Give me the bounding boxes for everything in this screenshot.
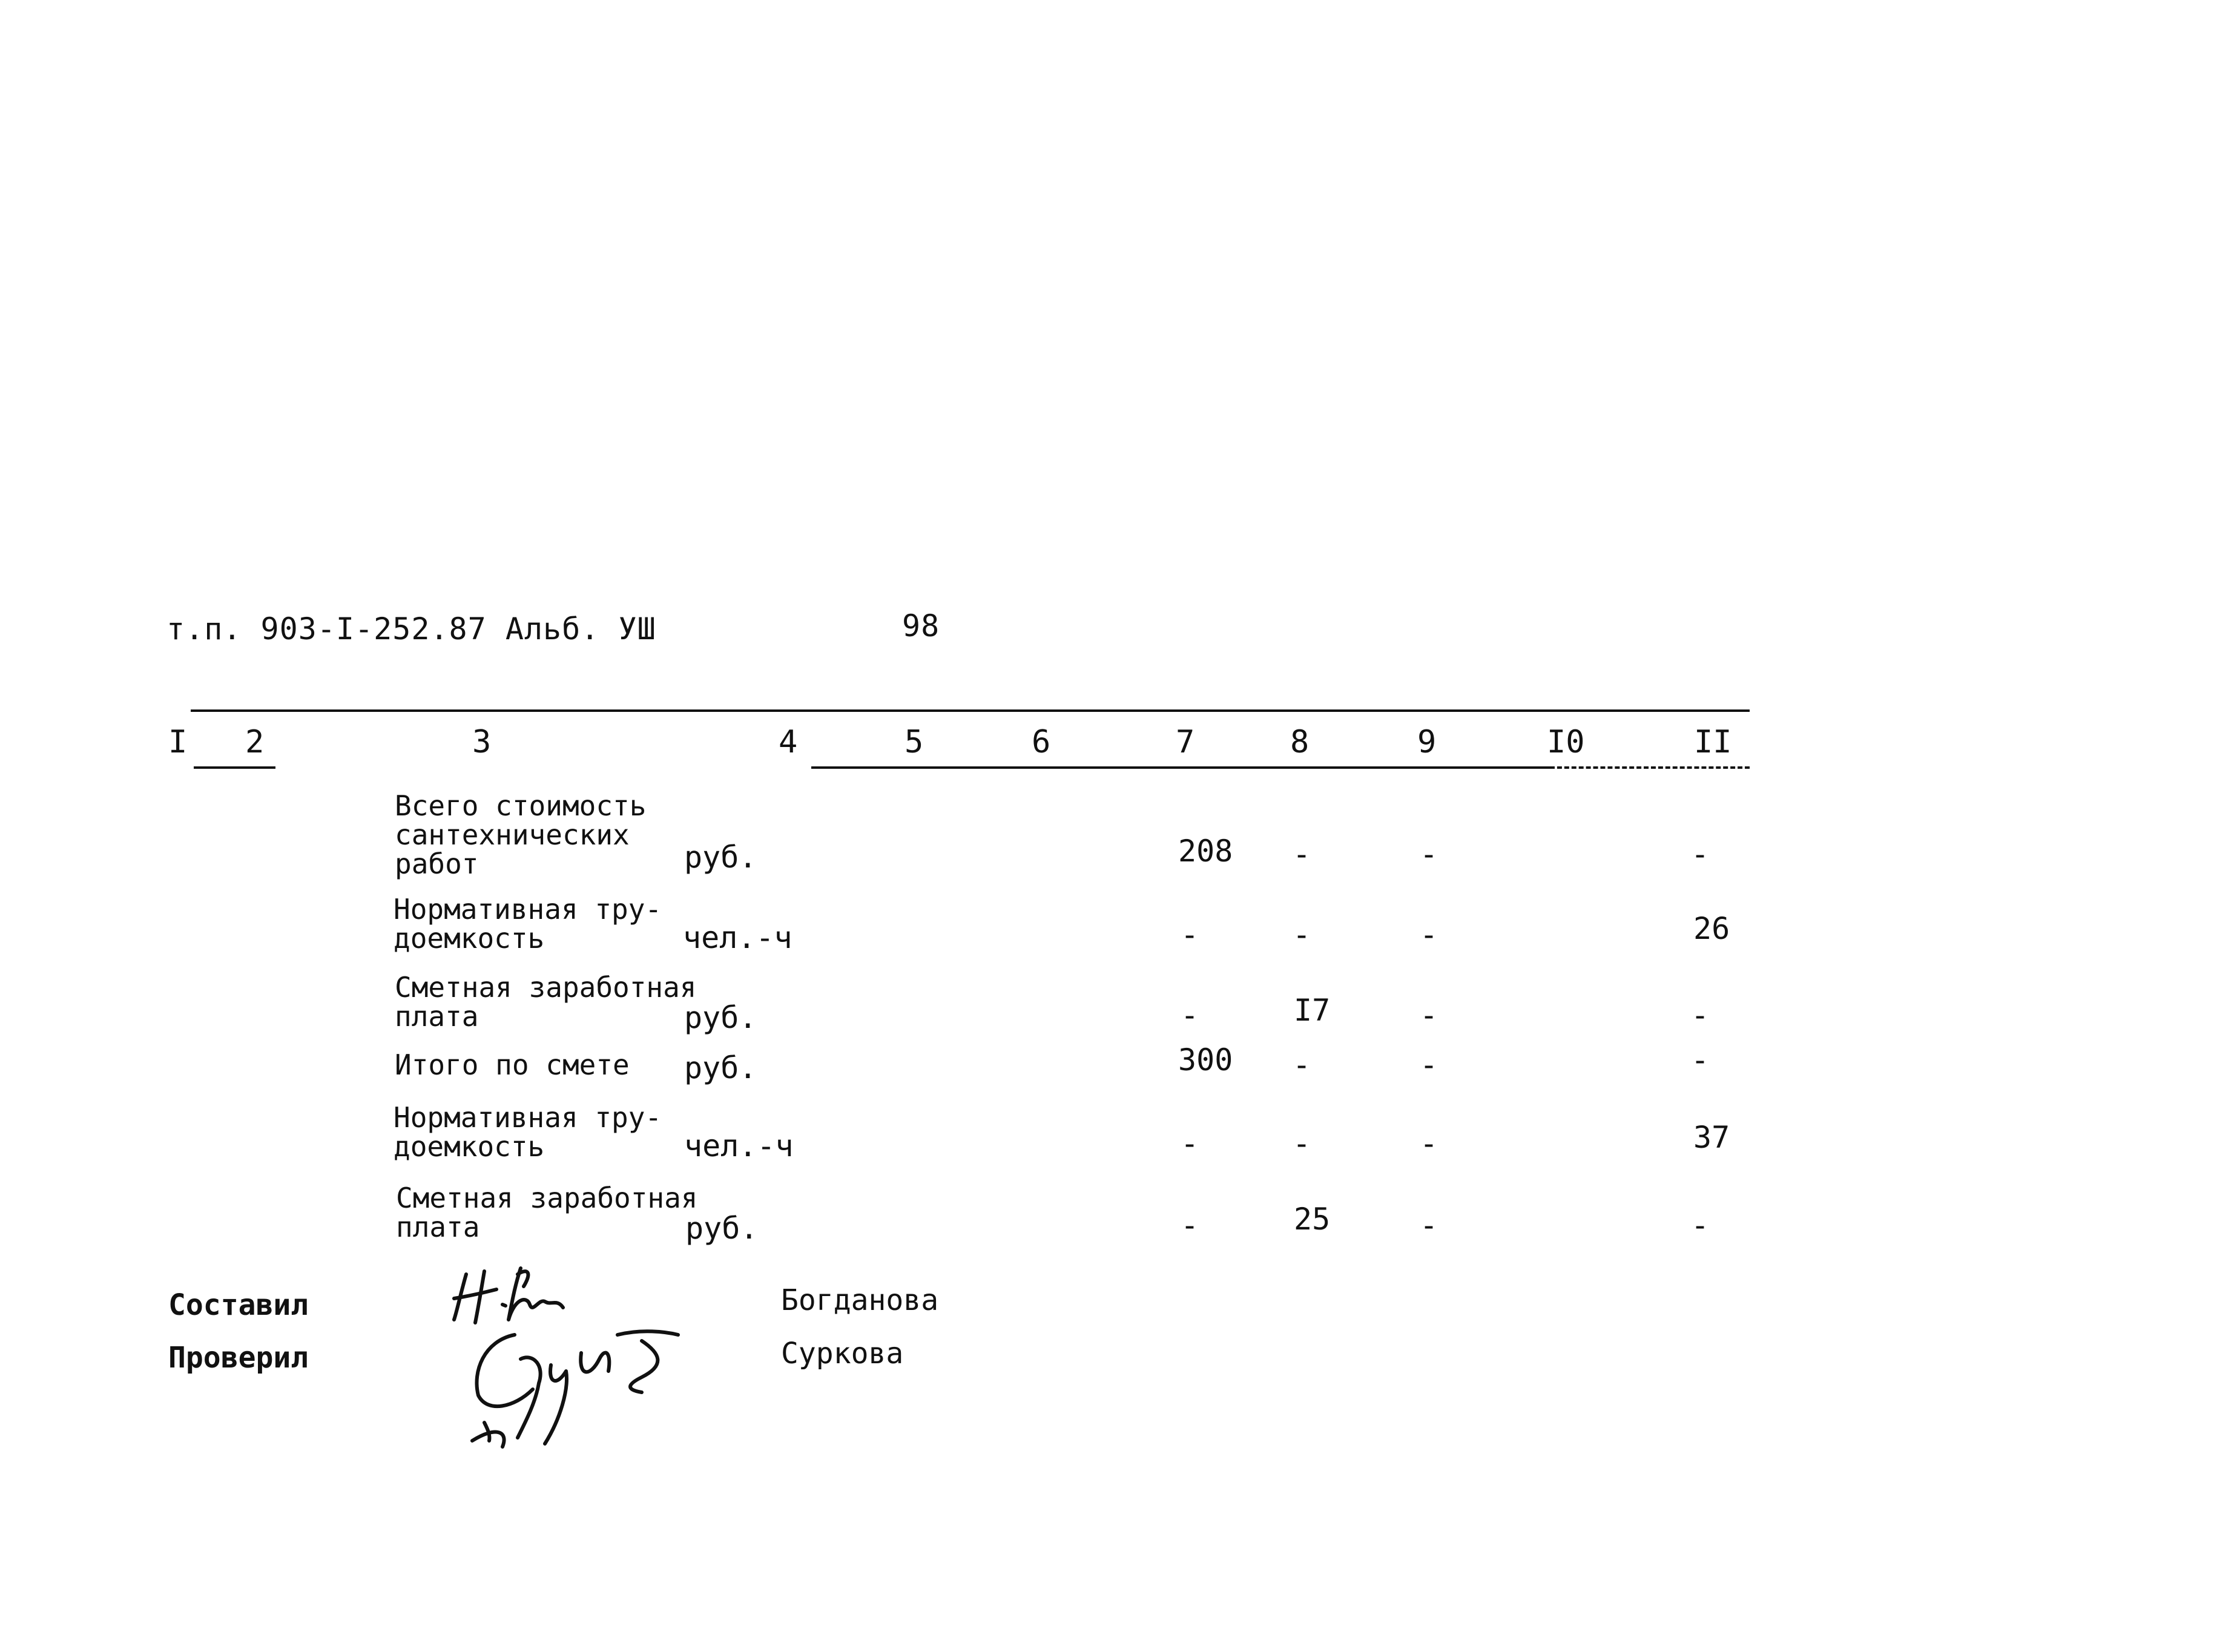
checked-by-label: Проверил	[168, 1341, 309, 1375]
row-unit: чел.-ч	[683, 920, 792, 955]
cell-col9: -	[1420, 998, 1438, 1033]
column-number: II	[1694, 724, 1732, 760]
cell-col9: -	[1420, 837, 1438, 872]
row-unit: чел.-ч	[684, 1128, 794, 1163]
cell-col7: -	[1181, 998, 1199, 1033]
column-number: I0	[1547, 724, 1585, 760]
cell-col11: 26	[1693, 911, 1730, 946]
cell-col8: I7	[1294, 993, 1331, 1028]
cell-col9: -	[1420, 1047, 1438, 1082]
cell-col8: -	[1293, 1126, 1311, 1161]
row-unit: руб.	[684, 1050, 757, 1085]
column-number: I	[168, 724, 188, 760]
row-unit: руб.	[685, 1211, 759, 1246]
column-number: 2	[245, 724, 265, 760]
row-unit: руб.	[684, 1000, 757, 1035]
row-description: Сметная заработная плата	[396, 1182, 698, 1243]
cell-col7: 208	[1178, 834, 1233, 869]
cell-col9: -	[1420, 1126, 1438, 1161]
page-number: 98	[902, 608, 940, 643]
cell-col11: 37	[1693, 1120, 1730, 1155]
row-description: Итого по смете	[395, 1048, 630, 1081]
cell-col9: -	[1420, 1208, 1438, 1243]
row-description: Нормативная тру- доемкость	[394, 893, 662, 955]
signature-mark-checked	[460, 1317, 702, 1456]
column-number: 9	[1417, 724, 1437, 760]
column-header-rule	[1550, 766, 1750, 769]
row-description: Нормативная тру- доемкость	[394, 1101, 662, 1163]
compiled-by-label: Составил	[168, 1288, 309, 1322]
cell-col11: -	[1691, 1208, 1710, 1243]
checked-by-name: Суркова	[781, 1337, 904, 1371]
column-number: 4	[779, 724, 798, 760]
cell-col11: -	[1691, 998, 1710, 1033]
row-description: Сметная заработная плата	[395, 971, 697, 1033]
cell-col7: -	[1181, 1208, 1199, 1243]
column-number: 7	[1176, 724, 1195, 760]
cell-col7: -	[1181, 1126, 1199, 1161]
column-number: 5	[904, 724, 924, 760]
cell-col8: -	[1293, 917, 1311, 952]
cell-col11: -	[1691, 837, 1710, 872]
column-header-rule	[811, 766, 1338, 769]
cell-col11: -	[1691, 1042, 1710, 1078]
row-unit: руб.	[684, 840, 757, 875]
cell-col8: -	[1293, 837, 1311, 872]
row-description: Всего стоимость сантехнических работ	[395, 789, 647, 880]
compiled-by-name: Богданова	[781, 1283, 939, 1317]
document-reference: т.п. 903-I-252.87 Альб. УШ	[166, 611, 656, 647]
column-number: 6	[1032, 724, 1051, 760]
cell-col8: 25	[1294, 1202, 1331, 1237]
cell-col7: -	[1181, 917, 1199, 952]
column-number: 3	[472, 724, 492, 760]
cell-col7: 300	[1178, 1042, 1233, 1078]
table-top-rule	[191, 709, 1750, 712]
column-number: 8	[1290, 724, 1310, 760]
cell-col9: -	[1420, 917, 1438, 952]
column-header-rule	[1335, 766, 1550, 769]
cell-col8: -	[1293, 1047, 1311, 1082]
column-header-rule	[194, 766, 275, 769]
